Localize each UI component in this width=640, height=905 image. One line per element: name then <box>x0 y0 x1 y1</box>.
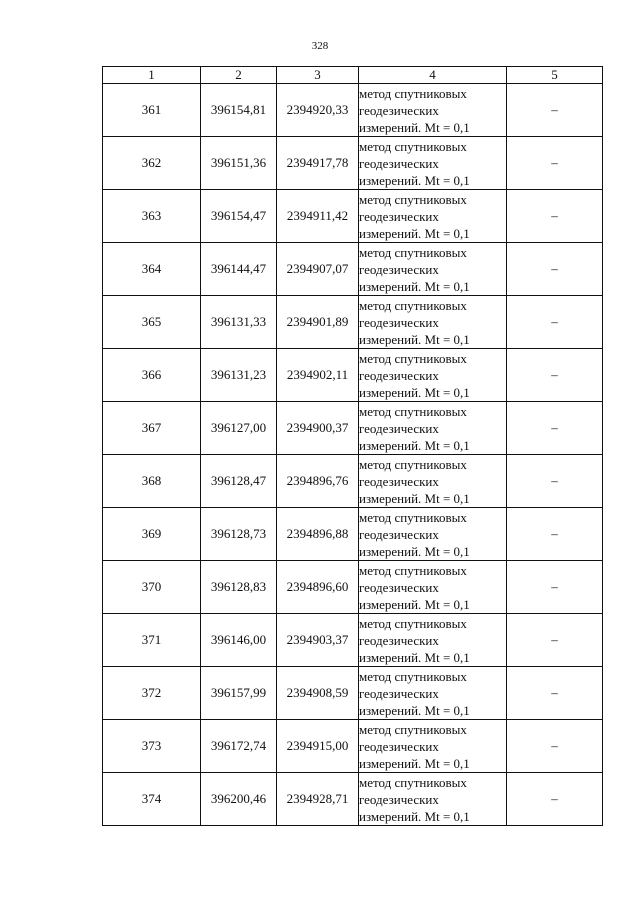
table-row <box>103 137 603 190</box>
method-line: метод спутниковых <box>359 668 467 684</box>
point-number-cell: 364 <box>103 243 201 296</box>
x-coordinate-cell: 396151,36 <box>201 137 277 190</box>
method-line: геодезических <box>359 632 439 648</box>
method-cell <box>359 349 507 402</box>
x-coordinate-cell: 396128,73 <box>201 508 277 561</box>
y-coordinate-cell: 2394911,42 <box>277 190 359 243</box>
method-line: метод спутниковых <box>359 191 467 207</box>
y-coordinate-cell: 2394896,88 <box>277 508 359 561</box>
column-header: 1 <box>103 67 201 84</box>
y-coordinate-cell: 2394903,37 <box>277 614 359 667</box>
column-header: 4 <box>359 67 507 84</box>
y-coordinate-cell: 2394915,00 <box>277 720 359 773</box>
method-line: измерений. Mt = 0,1 <box>359 490 470 506</box>
note-cell: – <box>507 84 603 137</box>
method-line: геодезических <box>359 155 439 171</box>
method-line: геодезических <box>359 579 439 595</box>
method-cell <box>359 508 507 561</box>
note-cell: – <box>507 402 603 455</box>
point-number-cell: 368 <box>103 455 201 508</box>
method-line: метод спутниковых <box>359 297 467 313</box>
method-line: геодезических <box>359 367 439 383</box>
table-row <box>103 349 603 402</box>
method-line: метод спутниковых <box>359 403 467 419</box>
method-line: метод спутниковых <box>359 721 467 737</box>
method-line: геодезических <box>359 473 439 489</box>
table-row <box>103 508 603 561</box>
method-cell <box>359 190 507 243</box>
method-line: метод спутниковых <box>359 509 467 525</box>
table-row <box>103 296 603 349</box>
x-coordinate-cell: 396131,23 <box>201 349 277 402</box>
method-line: измерений. Mt = 0,1 <box>359 172 470 188</box>
point-number-cell: 369 <box>103 508 201 561</box>
method-cell <box>359 561 507 614</box>
method-line: геодезических <box>359 685 439 701</box>
table-row <box>103 667 603 720</box>
y-coordinate-cell: 2394896,76 <box>277 455 359 508</box>
method-line: измерений. Mt = 0,1 <box>359 702 470 718</box>
note-cell: – <box>507 561 603 614</box>
point-number-cell: 361 <box>103 84 201 137</box>
point-number-cell: 367 <box>103 402 201 455</box>
method-cell <box>359 455 507 508</box>
method-line: измерений. Mt = 0,1 <box>359 437 470 453</box>
method-line: метод спутниковых <box>359 85 467 101</box>
x-coordinate-cell: 396131,33 <box>201 296 277 349</box>
x-coordinate-cell: 396128,83 <box>201 561 277 614</box>
note-cell: – <box>507 773 603 826</box>
point-number-cell: 363 <box>103 190 201 243</box>
x-coordinate-cell: 396172,74 <box>201 720 277 773</box>
table-row <box>103 402 603 455</box>
note-cell: – <box>507 296 603 349</box>
table-row <box>103 773 603 826</box>
method-line: метод спутниковых <box>359 774 467 790</box>
x-coordinate-cell: 396154,47 <box>201 190 277 243</box>
note-cell: – <box>507 508 603 561</box>
method-line: геодезических <box>359 738 439 754</box>
table-row <box>103 84 603 137</box>
table-row <box>103 561 603 614</box>
note-cell: – <box>507 190 603 243</box>
y-coordinate-cell: 2394928,71 <box>277 773 359 826</box>
point-number-cell: 365 <box>103 296 201 349</box>
x-coordinate-cell: 396154,81 <box>201 84 277 137</box>
x-coordinate-cell: 396127,00 <box>201 402 277 455</box>
method-line: измерений. Mt = 0,1 <box>359 119 470 135</box>
x-coordinate-cell: 396144,47 <box>201 243 277 296</box>
x-coordinate-cell: 396157,99 <box>201 667 277 720</box>
method-line: измерений. Mt = 0,1 <box>359 225 470 241</box>
note-cell: – <box>507 137 603 190</box>
note-cell: – <box>507 243 603 296</box>
method-line: геодезических <box>359 102 439 118</box>
method-line: измерений. Mt = 0,1 <box>359 278 470 294</box>
table-row <box>103 243 603 296</box>
method-line: измерений. Mt = 0,1 <box>359 543 470 559</box>
method-line: метод спутниковых <box>359 350 467 366</box>
method-cell <box>359 402 507 455</box>
method-line: геодезических <box>359 526 439 542</box>
column-header: 2 <box>201 67 277 84</box>
note-cell: – <box>507 614 603 667</box>
y-coordinate-cell: 2394917,78 <box>277 137 359 190</box>
x-coordinate-cell: 396146,00 <box>201 614 277 667</box>
method-line: геодезических <box>359 208 439 224</box>
page-number: 328 <box>311 40 329 52</box>
method-cell <box>359 614 507 667</box>
table-body <box>103 84 603 826</box>
point-number-cell: 374 <box>103 773 201 826</box>
note-cell: – <box>507 720 603 773</box>
note-cell: – <box>507 455 603 508</box>
y-coordinate-cell: 2394902,11 <box>277 349 359 402</box>
method-cell <box>359 720 507 773</box>
coordinates-table <box>102 66 603 826</box>
point-number-cell: 372 <box>103 667 201 720</box>
note-cell: – <box>507 667 603 720</box>
method-line: измерений. Mt = 0,1 <box>359 331 470 347</box>
method-line: метод спутниковых <box>359 456 467 472</box>
point-number-cell: 362 <box>103 137 201 190</box>
column-header: 5 <box>507 67 603 84</box>
method-line: измерений. Mt = 0,1 <box>359 596 470 612</box>
note-cell: – <box>507 349 603 402</box>
method-line: геодезических <box>359 791 439 807</box>
point-number-cell: 366 <box>103 349 201 402</box>
method-line: метод спутниковых <box>359 244 467 260</box>
table-header-row <box>103 67 603 84</box>
method-line: измерений. Mt = 0,1 <box>359 649 470 665</box>
method-line: геодезических <box>359 420 439 436</box>
point-number-cell: 373 <box>103 720 201 773</box>
method-line: геодезических <box>359 314 439 330</box>
method-cell <box>359 243 507 296</box>
method-line: метод спутниковых <box>359 138 467 154</box>
method-line: измерений. Mt = 0,1 <box>359 808 470 824</box>
method-cell <box>359 773 507 826</box>
method-cell <box>359 84 507 137</box>
table-row <box>103 190 603 243</box>
y-coordinate-cell: 2394907,07 <box>277 243 359 296</box>
y-coordinate-cell: 2394901,89 <box>277 296 359 349</box>
method-cell <box>359 137 507 190</box>
y-coordinate-cell: 2394896,60 <box>277 561 359 614</box>
point-number-cell: 371 <box>103 614 201 667</box>
y-coordinate-cell: 2394908,59 <box>277 667 359 720</box>
method-line: геодезических <box>359 261 439 277</box>
column-header: 3 <box>277 67 359 84</box>
x-coordinate-cell: 396128,47 <box>201 455 277 508</box>
table-row <box>103 455 603 508</box>
method-cell <box>359 296 507 349</box>
y-coordinate-cell: 2394900,37 <box>277 402 359 455</box>
table-row <box>103 720 603 773</box>
y-coordinate-cell: 2394920,33 <box>277 84 359 137</box>
method-line: метод спутниковых <box>359 562 467 578</box>
point-number-cell: 370 <box>103 561 201 614</box>
method-line: измерений. Mt = 0,1 <box>359 384 470 400</box>
method-line: измерений. Mt = 0,1 <box>359 755 470 771</box>
x-coordinate-cell: 396200,46 <box>201 773 277 826</box>
method-line: метод спутниковых <box>359 615 467 631</box>
method-cell <box>359 667 507 720</box>
table-row <box>103 614 603 667</box>
